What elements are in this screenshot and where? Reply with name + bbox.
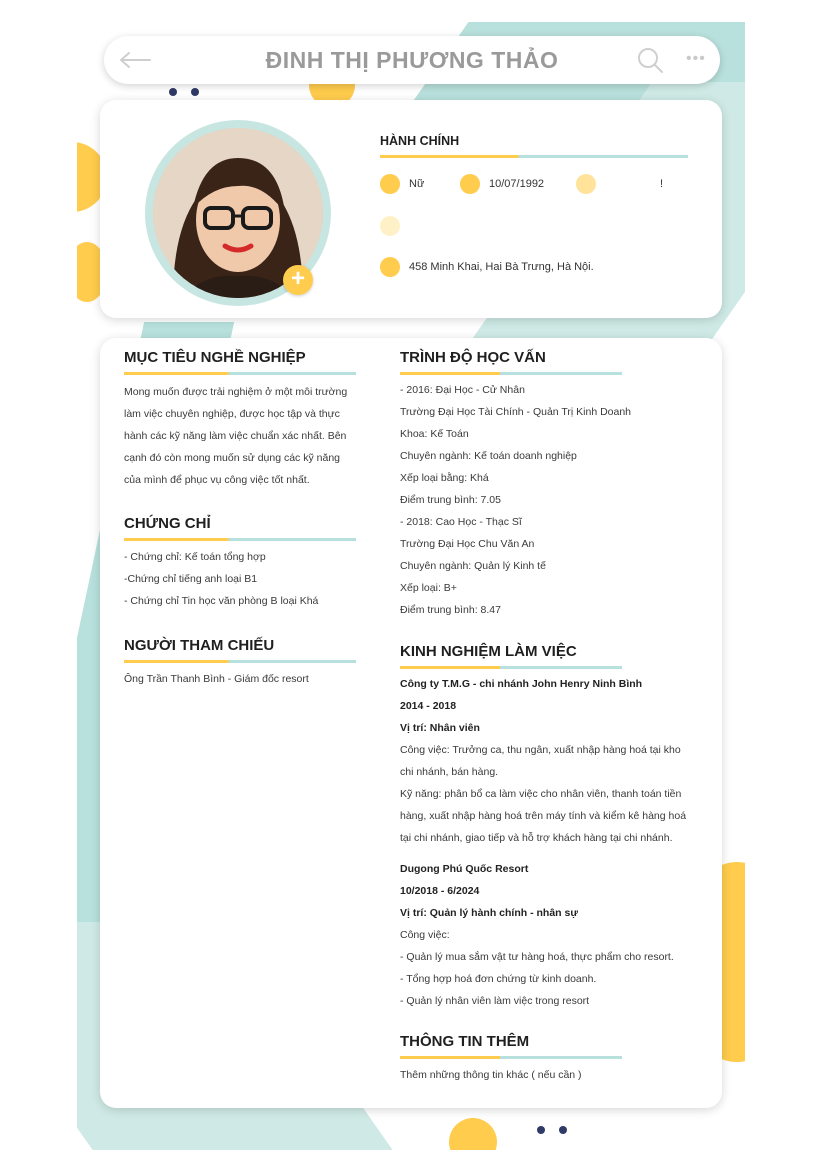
- job-detail: - Quản lý nhân viên làm việc trong resort: [400, 995, 590, 1007]
- job-position: Vị trí: Quản lý hành chính - nhân sự: [400, 907, 578, 919]
- objective-line: cạnh đó còn mong muốn sử dụng các kỹ năng: [124, 452, 340, 464]
- education-line: Điểm trung bình: 8.47: [400, 604, 501, 616]
- certificate-item: -Chứng chỉ tiếng anh loại B1: [124, 573, 258, 585]
- job-position: Vị trí: Nhân viên: [400, 722, 480, 734]
- education-list: [400, 379, 631, 621]
- education-line: Khoa: Kế Toán: [400, 428, 469, 440]
- objective-line: Mong muốn được trải nghiệm ở một môi trường: [124, 386, 348, 398]
- role-title: HÀNH CHÍNH: [380, 134, 460, 148]
- section-underline: [124, 660, 356, 663]
- header-bar: [104, 36, 720, 84]
- experience-job: [400, 673, 686, 849]
- objective-title: MỤC TIÊU NGHỀ NGHIỆP: [124, 349, 306, 366]
- education-line: Trường Đại Học Tài Chính - Quản Trị Kinh Doanh: [400, 406, 632, 418]
- education-line: - 2016: Đại Học - Cử Nhân: [400, 384, 525, 396]
- objective-line: hành các kỹ năng làm việc chuẩn xác nhất. Bên: [124, 430, 347, 442]
- job-detail: - Quản lý mua sắm vật tư hàng hoá, thực phẩm cho resort.: [400, 951, 674, 963]
- bg-dot: [537, 1126, 545, 1134]
- certificate-item: - Chứng chỉ Tin học văn phòng B loại Khá: [124, 595, 319, 607]
- section-underline: [380, 155, 688, 158]
- job-company: Dugong Phú Quốc Resort: [400, 863, 529, 875]
- certificate-item: - Chứng chỉ: Kế toán tổng hợp: [124, 551, 266, 563]
- phone-icon: [576, 174, 596, 194]
- job-company: Công ty T.M.G - chi nhánh John Henry Ninh Bình: [400, 678, 643, 690]
- job-detail: hàng, xuất nhập hàng hoá trên máy tính và kiểm kê hàng hoá: [400, 810, 687, 822]
- email-icon: [380, 216, 400, 236]
- more-info-text: [400, 1064, 582, 1086]
- section-underline: [124, 538, 356, 541]
- education-line: Điểm trung bình: 7.05: [400, 494, 501, 506]
- page-title: ĐINH THỊ PHƯƠNG THẢO: [265, 47, 559, 73]
- education-line: Chuyên ngành: Quản lý Kinh tế: [400, 560, 546, 572]
- home-icon: [380, 257, 400, 277]
- bg-dot: [169, 88, 177, 96]
- more-icon[interactable]: •••: [686, 50, 706, 67]
- gender-icon: [380, 174, 400, 194]
- certificates-title: CHỨNG CHỈ: [124, 515, 211, 532]
- add-photo-button[interactable]: +: [283, 265, 313, 295]
- bg-dot: [559, 1126, 567, 1134]
- education-line: - 2018: Cao Học - Thạc Sĩ: [400, 516, 522, 528]
- gender-value: Nữ: [409, 178, 425, 190]
- bg-yellow-circle: [449, 1118, 497, 1150]
- job-period: 10/2018 - 6/2024: [400, 885, 480, 897]
- education-title: TRÌNH ĐỘ HỌC VẤN: [400, 349, 546, 366]
- section-underline: [400, 666, 622, 669]
- job-detail: tại chi nhánh, giao tiếp và hỗ trợ khách hàng tại chi nhánh.: [400, 832, 673, 844]
- extra-value: !: [660, 178, 664, 190]
- education-line: Xếp loại bằng: Khá: [400, 472, 489, 484]
- job-detail: chi nhánh, bán hàng.: [400, 766, 499, 778]
- job-detail: Công việc: Trưởng ca, thu ngân, xuất nhập hàng hoá tại kho: [400, 744, 681, 756]
- bg-dot: [191, 88, 199, 96]
- references-list: [124, 668, 309, 690]
- certificates-list: [124, 546, 318, 612]
- education-line: Chuyên ngành: Kế toán doanh nghiệp: [400, 450, 577, 462]
- experience-title: KINH NGHIỆM LÀM VIỆC: [400, 643, 577, 660]
- job-detail: Công việc:: [400, 929, 450, 941]
- job-period: 2014 - 2018: [400, 700, 457, 712]
- section-underline: [400, 372, 622, 375]
- calendar-icon: [460, 174, 480, 194]
- more-info-line: Thêm những thông tin khác ( nếu cần ): [400, 1069, 582, 1081]
- birthdate-value: 10/07/1992: [489, 178, 545, 190]
- education-line: Trường Đại Học Chu Văn An: [400, 538, 535, 550]
- section-underline: [124, 372, 356, 375]
- objective-text: [124, 381, 347, 491]
- job-detail: - Tổng hợp hoá đơn chứng từ kinh doanh.: [400, 973, 597, 985]
- objective-line: của mình để phục vụ công việc tốt nhất.: [124, 474, 310, 486]
- reference-item: Ông Trần Thanh Bình - Giám đốc resort: [124, 673, 309, 685]
- search-icon[interactable]: [636, 46, 664, 74]
- objective-line: làm việc chuyên nghiệp, được học tập và thực: [124, 408, 340, 420]
- job-detail: Kỹ năng: phân bổ ca làm việc cho nhân viên, thanh toán tiền: [400, 788, 682, 800]
- references-title: NGƯỜI THAM CHIẾU: [124, 637, 275, 654]
- experience-job: [400, 858, 674, 1012]
- education-line: Xếp loại: B+: [400, 582, 457, 594]
- address-value: 458 Minh Khai, Hai Bà Trưng, Hà Nội.: [409, 261, 594, 273]
- section-underline: [400, 1056, 622, 1059]
- more-info-title: THÔNG TIN THÊM: [400, 1033, 530, 1050]
